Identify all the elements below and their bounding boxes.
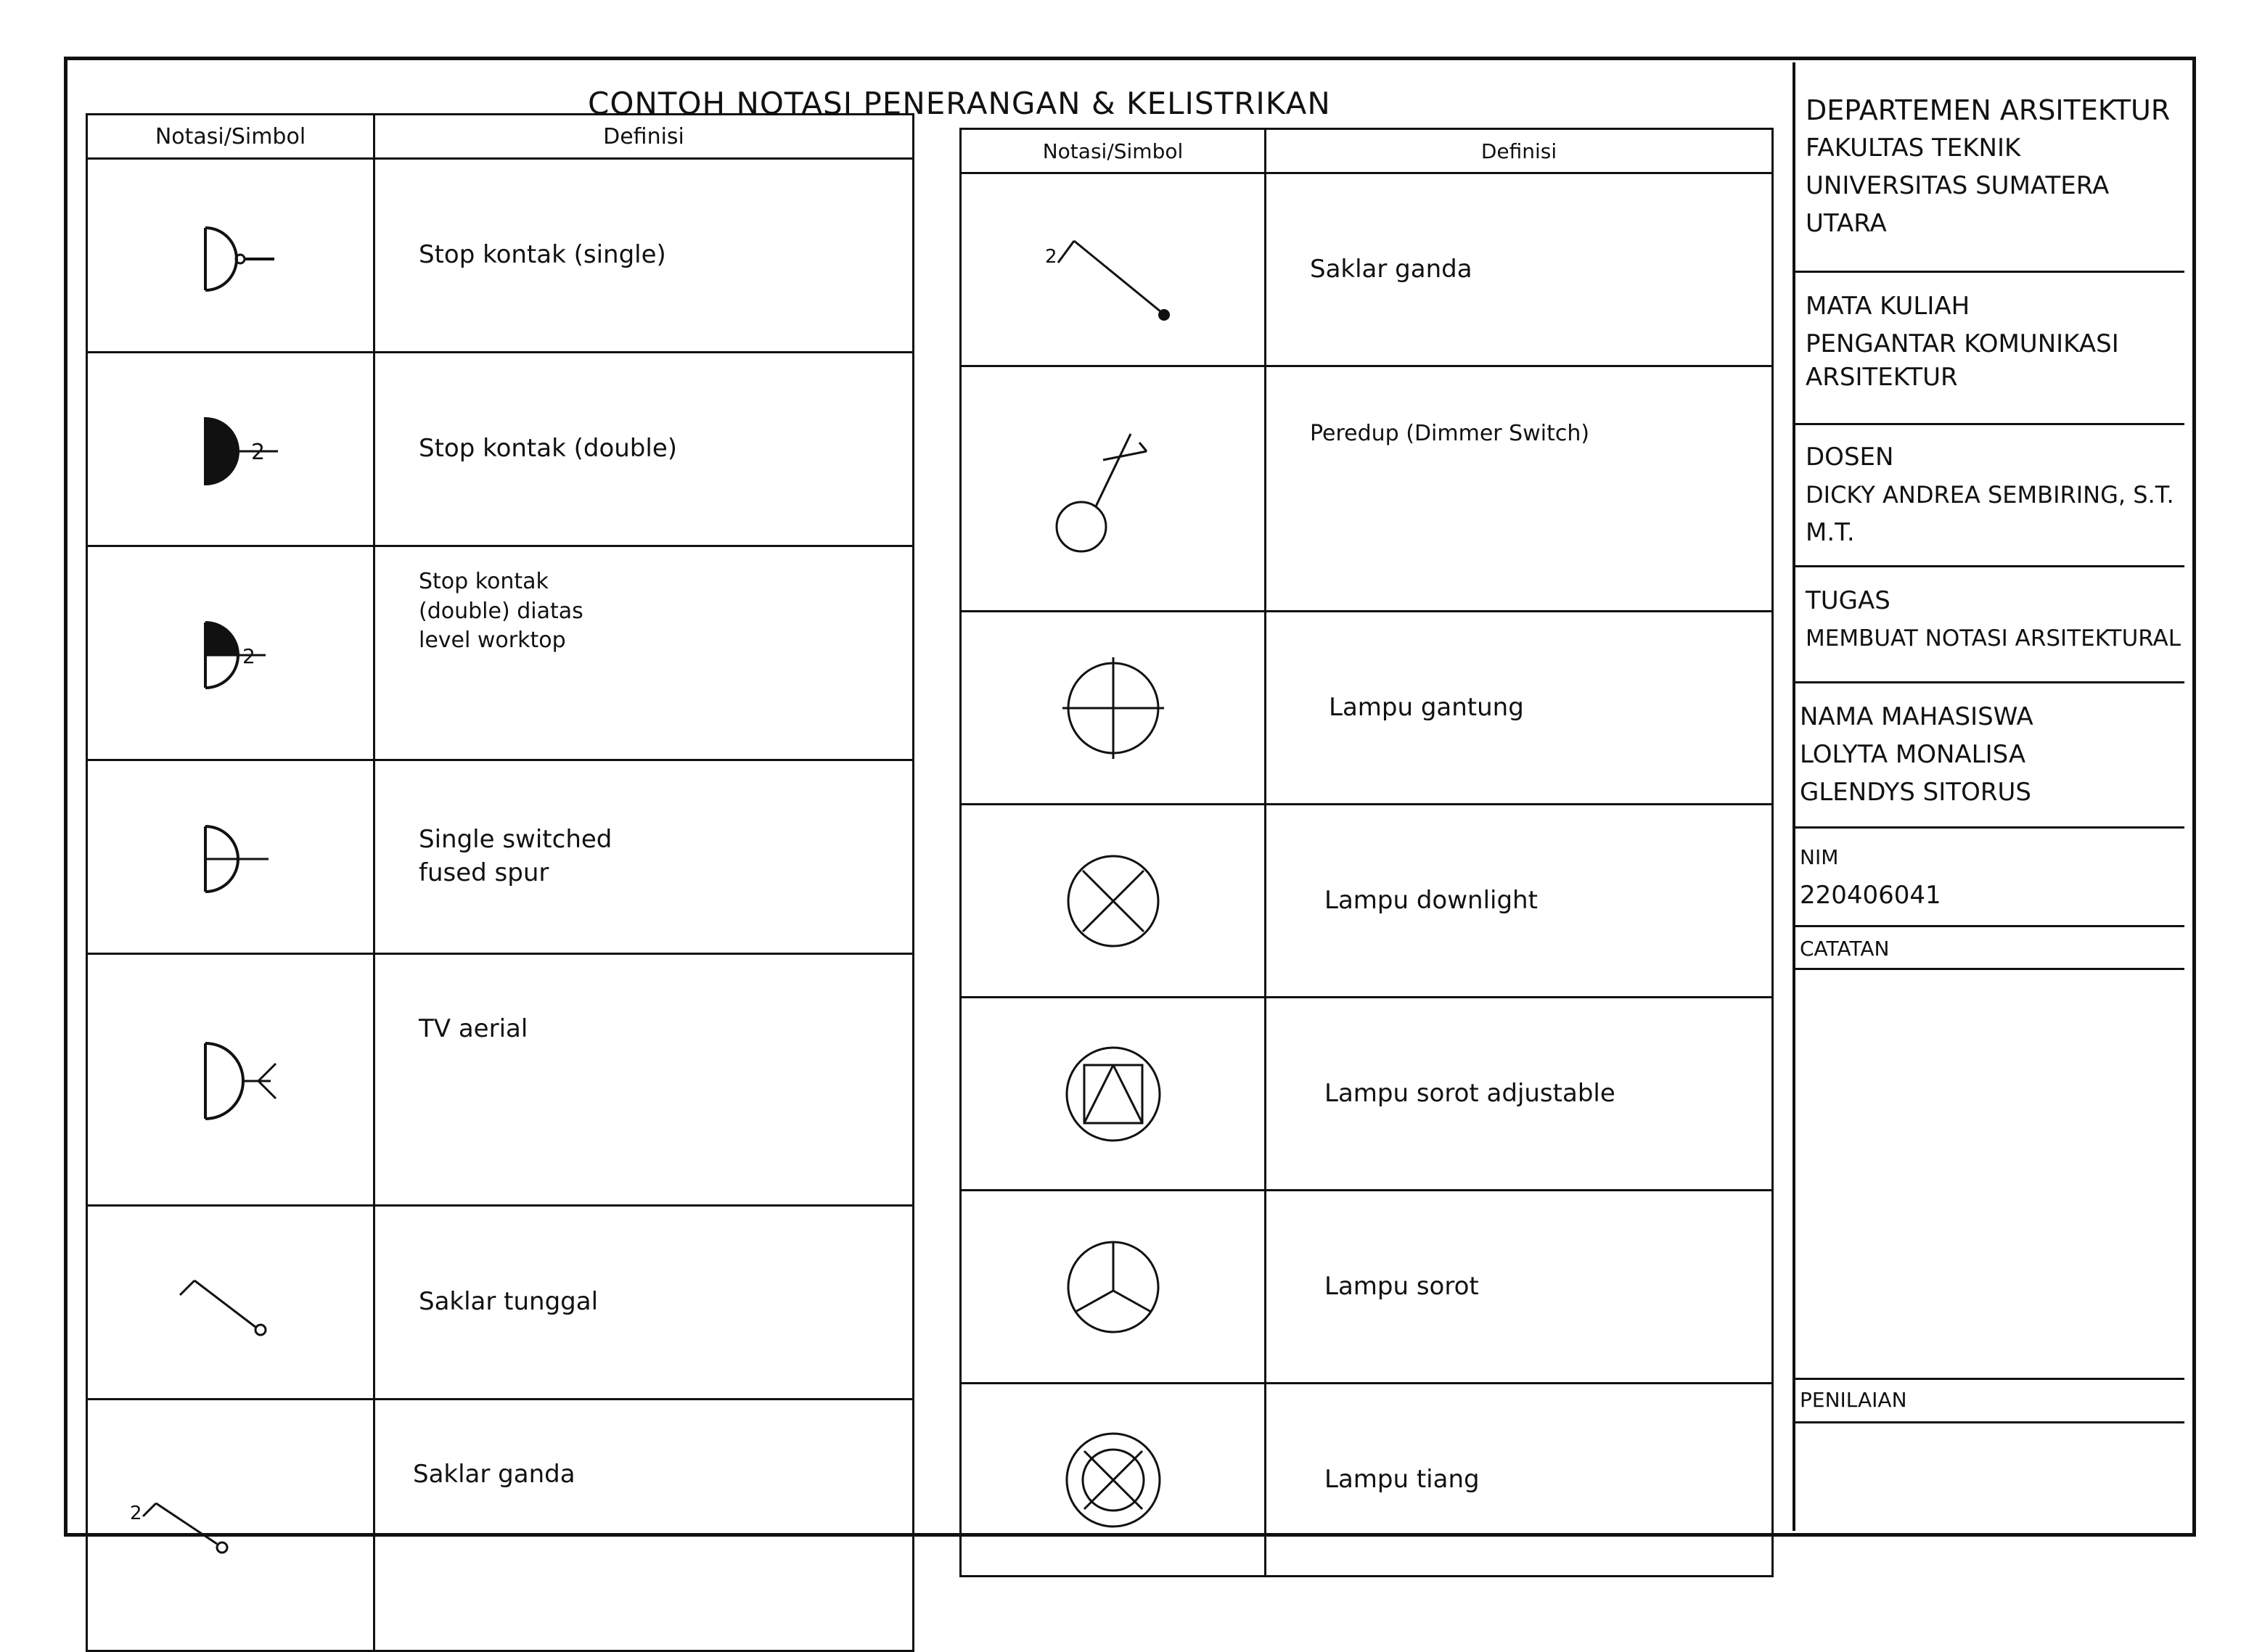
course-label: MATA KULIAH [1806,292,1970,321]
definition-text: Single switched [419,825,613,855]
header-definition: Definisi [374,115,914,159]
definition-text: Stop kontak [419,569,549,594]
header-symbol: Notasi/Simbol [961,129,1266,173]
symbol-label: 2 [242,644,255,668]
table-header-row [961,129,1773,173]
lecturer-section [1795,425,2184,567]
lecturer-name-cont: M.T. [1806,518,1855,547]
sheet-title: CONTOH NOTASI PENERANGAN & KELISTRIKAN [588,86,1331,121]
symbol-cell [87,159,374,353]
table-row [961,1384,1773,1577]
course-name-cont: ARSITEKTUR [1806,363,1958,392]
header-definition: Definisi [1266,129,1773,173]
definition-text: Peredup (Dimmer Switch) [1310,421,1590,446]
lecturer-name: DICKY ANDREA SEMBIRING, S.T. [1806,481,2174,509]
students-section [1795,683,2184,829]
student-name: LOLYTA MONALISA [1800,740,2026,769]
definition-cell [1266,366,1773,612]
definition-text: Stop kontak (single) [419,240,666,270]
department-section [1795,91,2184,273]
table-row [87,159,914,353]
definition-text: (double) diatas [419,598,583,624]
definition-cell [374,1400,914,1651]
definition-text: Lampu gantung [1329,692,1524,722]
definition-cell [374,159,914,353]
table-row [87,1206,914,1400]
downlight-icon [1048,836,1179,966]
definition-cell [1266,173,1773,366]
university-name: UNIVERSITAS SUMATERA [1806,171,2110,200]
task-section [1795,567,2184,683]
socket-single-icon [173,205,289,306]
student-name: GLENDYS SITORUS [1800,778,2031,807]
switch-double-icon [1033,205,1193,335]
symbol-cell [961,1384,1266,1577]
grading-section [1795,1380,2184,1423]
definition-text: Stop kontak (double) [419,434,678,464]
table-row [87,353,914,546]
tv-aerial-icon [173,1029,289,1130]
symbol-cell [961,998,1266,1191]
definition-text: level worktop [419,628,566,653]
definition-cell [374,546,914,760]
definition-cell [1266,612,1773,805]
table-row [87,760,914,954]
socket-double-icon [173,398,289,500]
table-row [961,612,1773,805]
nim-label: NIM [1800,845,1839,869]
definition-text: fused spur [419,858,549,887]
grading-label: PENILAIAN [1800,1388,1907,1412]
symbol-cell [87,1206,374,1400]
symbol-cell [87,954,374,1206]
switch-single-icon [165,1252,296,1353]
nim-section [1795,829,2184,927]
header-symbol: Notasi/Simbol [87,115,374,159]
definition-text: Saklar ganda [1310,254,1472,284]
table-row [87,954,914,1206]
task-label: TUGAS [1806,586,1890,615]
symbol-cell [961,173,1266,366]
switch-double-icon [117,1474,262,1576]
definition-cell [374,760,914,954]
symbol-label: 2 [130,1503,142,1524]
fused-spur-icon [173,806,289,908]
university-name-cont: UTARA [1806,209,1887,238]
definition-text: Lampu tiang [1324,1464,1480,1494]
pendant-lamp-icon [1048,643,1179,773]
table-row [961,1191,1773,1384]
symbol-label: 2 [250,440,265,465]
symbol-cell [961,805,1266,998]
lecturer-label: DOSEN [1806,443,1894,472]
symbol-cell [87,353,374,546]
table-row [87,546,914,760]
adjustable-spotlight-icon [1048,1029,1179,1159]
spotlight-icon [1048,1222,1179,1352]
faculty-name: FAKULTAS TEKNIK [1806,133,2021,163]
pole-lamp-icon [1048,1415,1179,1545]
definition-cell [374,954,914,1206]
dimmer-switch-icon [1041,416,1186,562]
task-name: MEMBUAT NOTASI ARSITEKTURAL [1806,625,2181,652]
definition-cell [1266,998,1773,1191]
definition-text: TV aerial [419,1014,528,1043]
table-row [961,173,1773,366]
notes-section [1795,930,2184,1380]
definition-cell [374,353,914,546]
symbol-cell [87,1400,374,1651]
definition-cell [374,1206,914,1400]
definition-text: Lampu downlight [1324,885,1538,915]
definition-cell [1266,1384,1773,1577]
course-section [1795,273,2184,425]
left-notation-table [86,113,914,1652]
nim-value: 220406041 [1800,881,1941,910]
notes-label: CATATAN [1795,930,2184,970]
symbol-cell [961,1191,1266,1384]
symbol-cell [961,366,1266,612]
symbol-cell [87,546,374,760]
definition-text: Lampu sorot adjustable [1324,1078,1615,1108]
right-notation-table [959,128,1774,1577]
course-name: PENGANTAR KOMUNIKASI [1806,329,2119,358]
table-row [961,998,1773,1191]
table-row [961,805,1773,998]
title-block [1793,62,2190,1531]
table-row [87,1400,914,1651]
definition-cell [1266,805,1773,998]
table-header-row [87,115,914,159]
symbol-cell [87,760,374,954]
students-label: NAMA MAHASISWA [1800,702,2033,731]
definition-text: Lampu sorot [1324,1271,1479,1301]
definition-text: Saklar tunggal [419,1287,599,1317]
department-name: DEPARTEMEN ARSITEKTUR [1806,94,2171,126]
symbol-cell [961,612,1266,805]
definition-cell [1266,1191,1773,1384]
symbol-label: 2 [1044,245,1057,268]
socket-worktop-icon [173,602,289,704]
table-row [961,366,1773,612]
definition-text: Saklar ganda [413,1460,575,1489]
